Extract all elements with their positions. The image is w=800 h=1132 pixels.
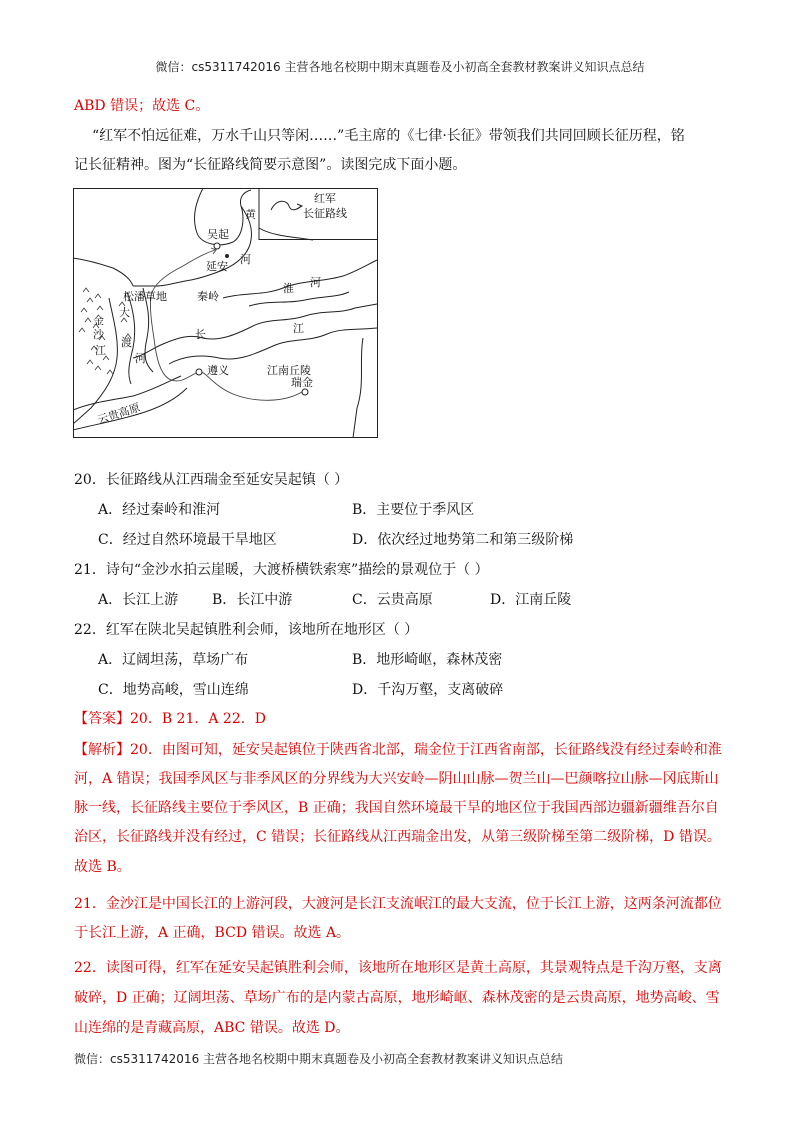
analysis-line-1: 【解析】20．由图可知，延安吴起镇位于陕西省北部，瑞金位于江西省南部，长征路线没有经过秦岭和淮 [74, 742, 722, 758]
label-sha: 沙 [93, 328, 104, 341]
q22-option-d[interactable]: D．千沟万壑，支离破碎 [352, 682, 504, 698]
analysis-line-2: 河，A 错误；我国季风区与非季风区的分界线为大兴安岭—阴山山脉—贺兰山—巴颜喀拉山脉—冈底斯山 [74, 771, 719, 787]
analysis-line-5: 故选 B。 [74, 859, 131, 875]
label-jiangnan: 江南丘陵 [267, 364, 311, 377]
q22-stem: 22．红军在陕北吴起镇胜利会师，该地所在地形区（ ） [74, 622, 419, 638]
label-he-3: 河 [135, 352, 146, 365]
q22-option-b[interactable]: B．地形崎岖，森林茂密 [352, 652, 503, 668]
ruijin-marker [302, 389, 308, 395]
label-huai: 淮 [283, 282, 294, 295]
label-jiang: 江 [293, 322, 304, 335]
q21-option-b[interactable]: B．长江中游 [212, 592, 293, 608]
analysis-line-8: 22．读图可得，红军在延安吴起镇胜利会师，该地所在地形区是黄土高原，其景观特点是千沟万壑，支离 [74, 960, 722, 976]
answer-key: 【答案】20．B 21．A 22．D [74, 711, 266, 727]
label-chang: 长 [195, 328, 206, 341]
analysis-line-4: 治区，长征路线并没有经过，C 错误；长征路线从江西瑞金出发，从第三级阶梯至第二级阶梯，D 错误。 [74, 829, 721, 845]
map-svg [73, 188, 378, 438]
page-footer: 微信：cs5311742016 主营各地名校期中期末真题卷及小初高全套教材教案讲义知识点总结 [74, 1052, 564, 1066]
analysis-line-6: 21．金沙江是中国长江的上游河段，大渡河是长江支流岷江的最大支流，位于长江上游，这两条河流都位 [74, 896, 722, 912]
q21-option-d[interactable]: D．江南丘陵 [490, 592, 572, 608]
q21-stem: 21．诗句“金沙水拍云崖暖，大渡桥横铁索寒”描绘的景观位于（ ） [74, 562, 489, 578]
analysis-line-7: 于长江上游，A 正确，BCD 错误。故选 A。 [74, 925, 351, 941]
label-yanan: 延安 [206, 260, 228, 273]
q21-option-c[interactable]: C．云贵高原 [352, 592, 433, 608]
label-jiang-2: 江 [95, 344, 106, 357]
page-header: 微信：cs5311742016 主营各地名校期中期末真题卷及小初高全套教材教案讲义知识点总结 [155, 60, 645, 74]
zunyi-marker [196, 369, 202, 375]
label-qinling: 秦岭 [197, 290, 219, 303]
analysis-line-10: 山连绵的是青藏高原，ABC 错误。故选 D。 [74, 1020, 350, 1036]
label-he-2: 河 [310, 276, 321, 289]
q22-option-a[interactable]: A．辽阔坦荡，草场广布 [98, 652, 249, 668]
previous-answer-tail: ABD 错误；故选 C。 [74, 98, 210, 114]
q20-option-b[interactable]: B．主要位于季风区 [352, 502, 475, 518]
wuqi-marker [214, 243, 220, 249]
label-songpan: 松潘草地 [123, 290, 167, 303]
legend-label-2: 长征路线 [303, 207, 347, 220]
yanan-marker [225, 254, 229, 258]
legend-label-1: 红军 [314, 192, 336, 205]
analysis-line-9: 破碎，D 正确；辽阔坦荡、草场广布的是内蒙古高原，地形崎岖、森林茂密的是云贵高原，地势高峻、雪 [74, 990, 720, 1006]
analysis-line-3: 脉一线，长征路线主要位于季风区，B 正确；我国自然环境最干旱的地区位于我国西部边疆新疆维吾尔自 [74, 800, 719, 816]
long-march-map [73, 188, 378, 438]
q21-option-a[interactable]: A．长江上游 [98, 592, 179, 608]
q20-stem: 20．长征路线从江西瑞金至延安吴起镇（ ） [74, 472, 349, 488]
label-da: 大 [119, 306, 130, 319]
label-zunyi: 遵义 [207, 364, 229, 377]
q22-option-c[interactable]: C．地势高峻，雪山连绵 [98, 682, 249, 698]
label-ruijin: 瑞金 [291, 376, 313, 389]
label-huang: 黄 [245, 208, 256, 221]
q20-option-c[interactable]: C．经过自然环境最干旱地区 [98, 532, 277, 548]
intro-line-1: “红军不怕远征难，万水千山只等闲……”毛主席的《七律·长征》带领我们共同回顾长征历程，铭 [92, 128, 685, 144]
label-wuqi: 吴起 [207, 228, 229, 241]
q20-option-a[interactable]: A．经过秦岭和淮河 [98, 502, 221, 518]
label-jin: 金 [93, 314, 104, 327]
intro-line-2: 记长征精神。图为“长征路线简要示意图”。读图完成下面小题。 [74, 157, 467, 173]
label-he-1: 河 [240, 253, 251, 266]
q20-option-d[interactable]: D．依次经过地势第二和第三级阶梯 [352, 532, 574, 548]
label-yungui: 云贵高原 [95, 400, 142, 427]
label-du: 渡 [121, 336, 132, 349]
